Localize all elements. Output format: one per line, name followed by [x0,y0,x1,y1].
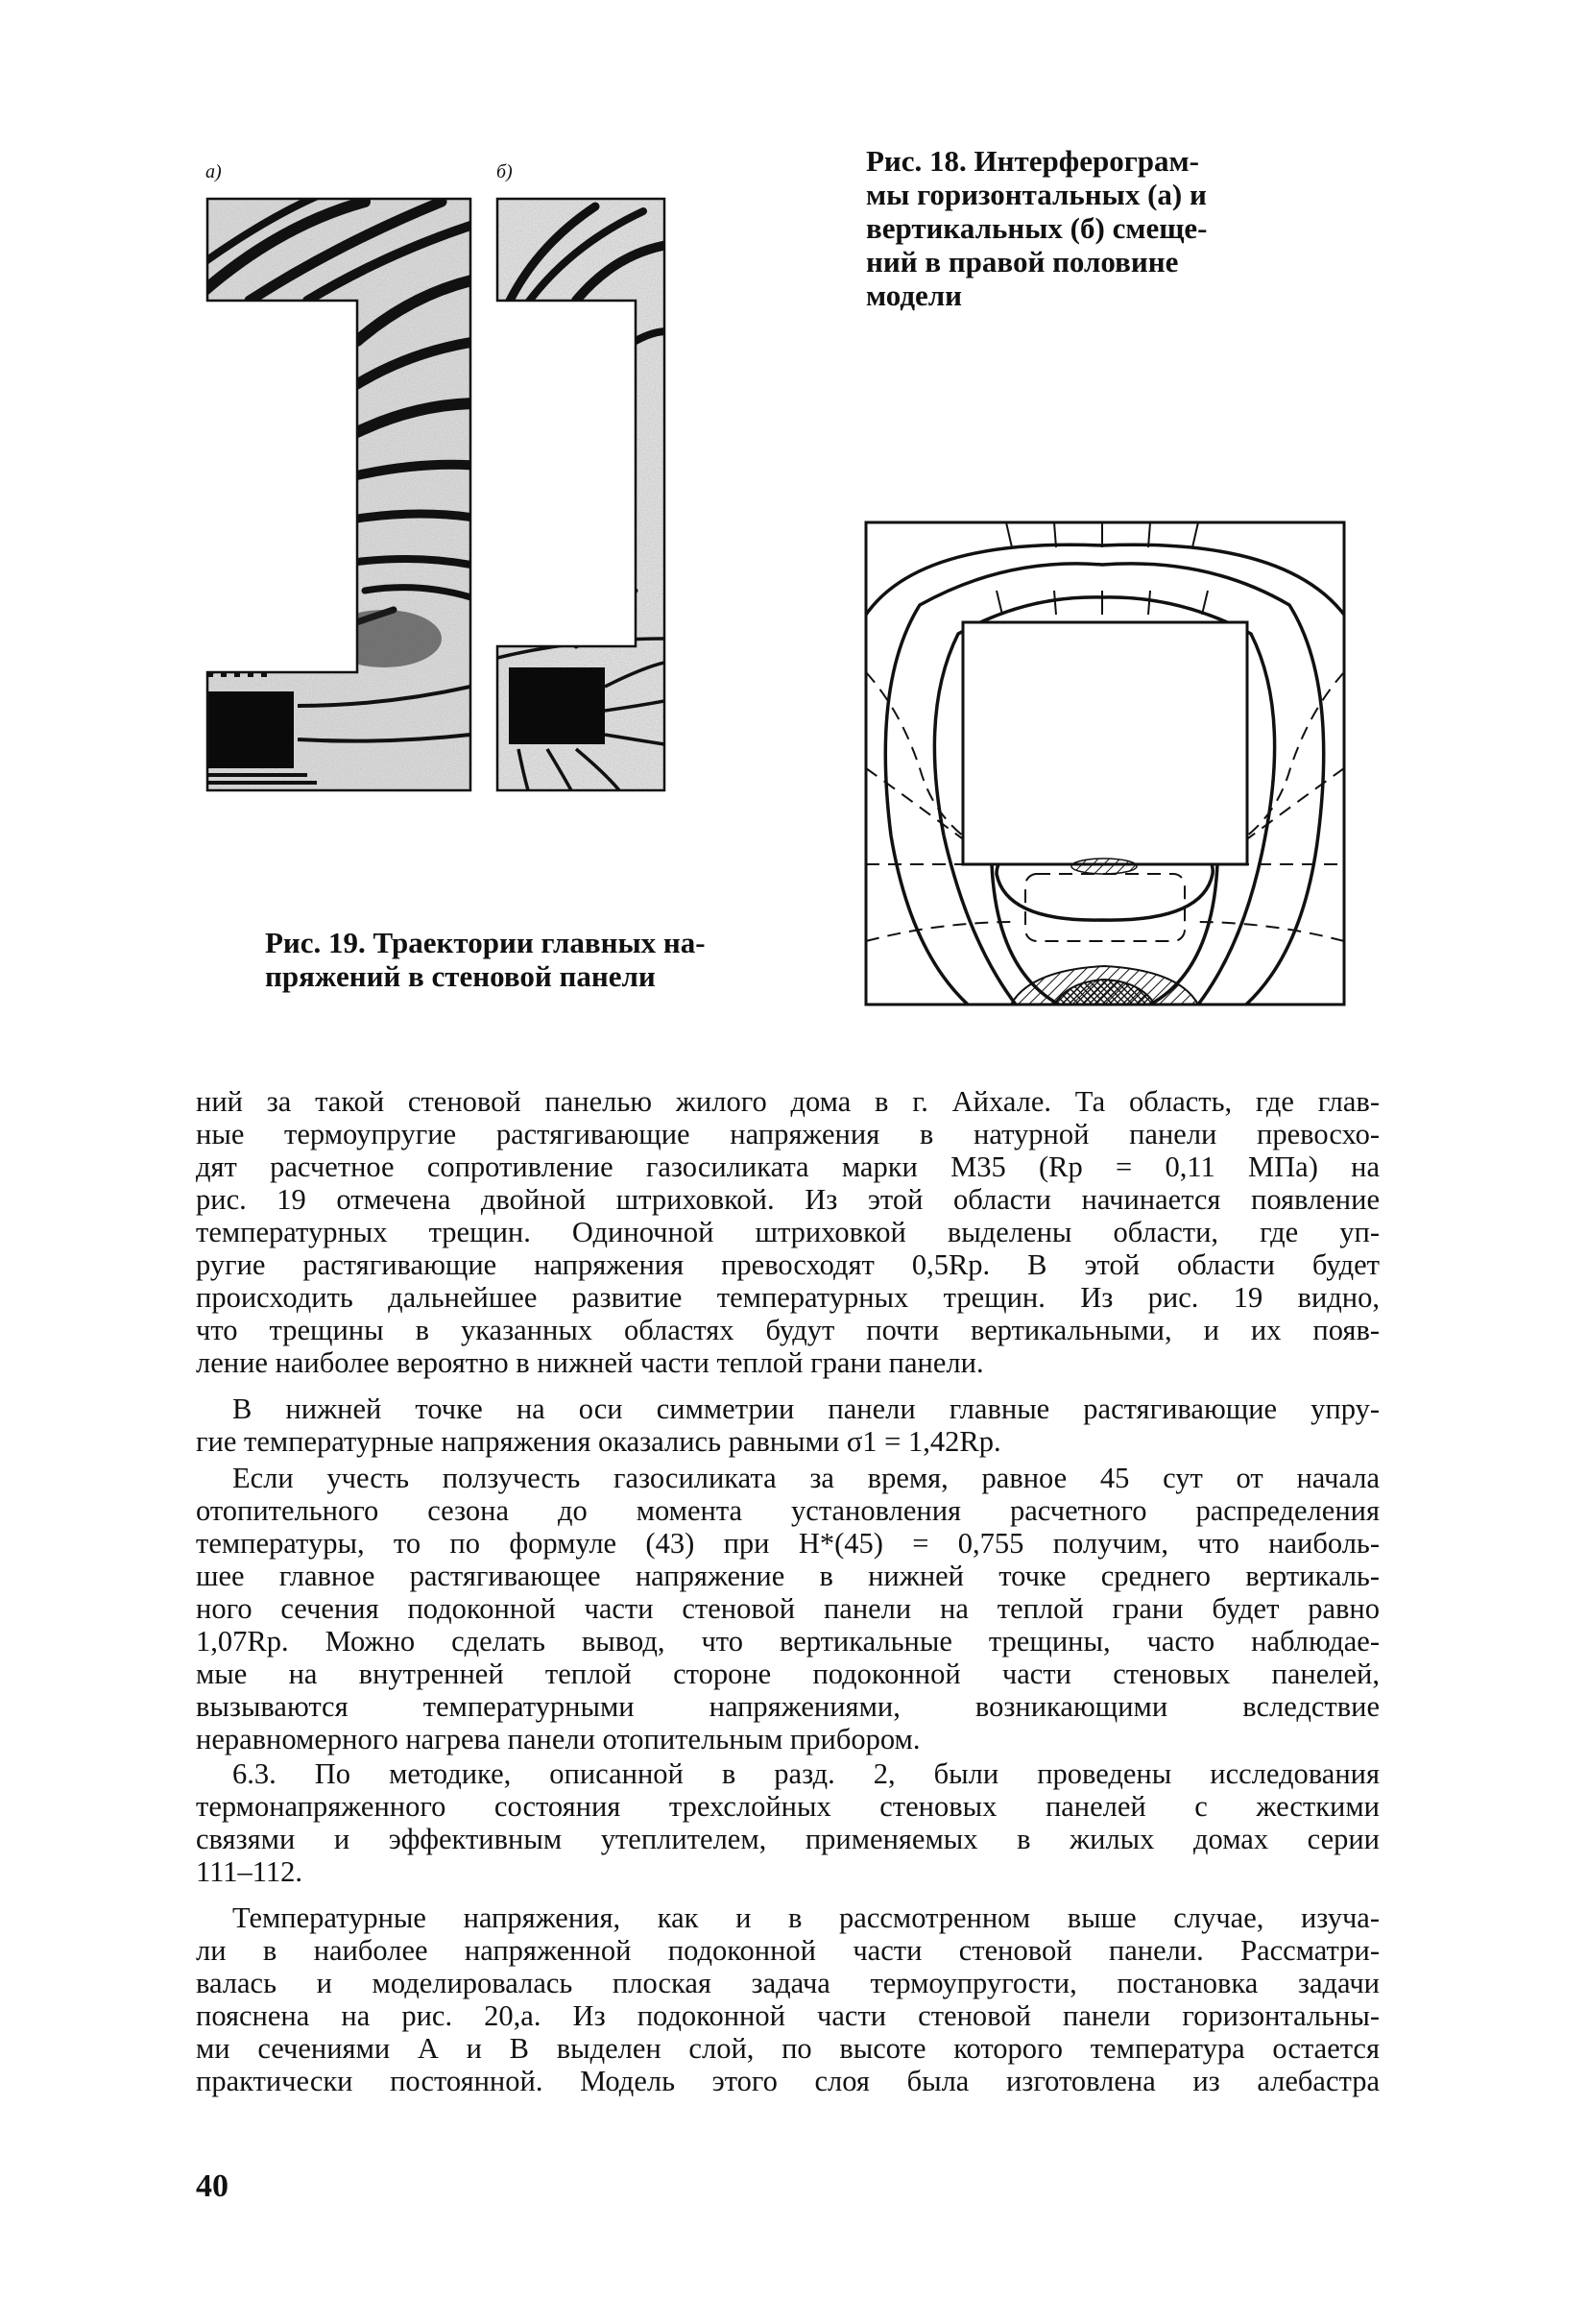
page-number: 40 [196,2168,228,2204]
fig18-caption-line: модели [866,278,963,312]
fig19-caption-line: пряжений в стеновой панели [265,959,656,993]
figure-18-caption [866,144,1288,312]
panel-a-label: а) [205,161,222,182]
body-line: термонапряженного состояния трехслойных стеновых панелей с жесткими [196,1790,1380,1823]
fig18-caption-line: ний в правой половине [866,245,1179,278]
body-line: ний за такой стеновой панелью жилого дома в г. Айхале. Та область, где глав- [196,1085,1380,1118]
body-line: ные термоупругие растягивающие напряжения в натурной панели превосхо- [196,1118,1380,1150]
body-line: температуры, то по формуле (43) при H*(45) = 0,755 получим, что наиболь- [196,1527,1380,1560]
interferogram-panel-b [480,187,672,811]
body-line: рис. 19 отмечена двойной штриховкой. Из этой области начинается появление [196,1183,1380,1216]
body-line: валась и моделировалась плоская задача термоупругости, постановка задачи [196,1967,1380,1999]
body-line: практически постоянной. Модель этого слоя была изготовлена из алебастра [196,2065,1380,2097]
body-line: связями и эффективным утеплителем, применяемых в жилых домах серии [196,1823,1380,1855]
fig18-caption-line: Рис. 18. Интерферограм- [866,144,1199,178]
body-line: Температурные напряжения, как и в рассмотренном выше случае, изуча- [232,1901,1380,1934]
body-line: что трещины в указанных областях будут почти вертикальными, и их появ- [196,1314,1380,1346]
body-line: ление наиболее вероятно в нижней части теплой грани панели. [196,1346,984,1379]
body-line: Если учесть ползучесть газосиликата за время, равное 45 сут от начала [232,1462,1380,1494]
fig18-caption-line: вертикальных (б) смеще- [866,211,1208,245]
body-line: ли в наиболее напряженной подоконной части стеновой панели. Рассматри- [196,1934,1380,1967]
body-line: 1,07Rр. Можно сделать вывод, что вертикальные трещины, часто наблюдае- [196,1625,1380,1658]
body-line: В нижней точке на оси симметрии панели главные растягивающие упру- [232,1392,1380,1425]
body-line: температурных трещин. Одиночной штриховкой выделены области, где уп- [196,1216,1380,1248]
body-line: мые на внутренней теплой стороне подоконной части стеновых панелей, [196,1658,1380,1690]
interferogram-panel-a [192,187,480,811]
body-line: неравномерного нагрева панели отопительным прибором. [196,1723,921,1755]
body-line: 111–112. [196,1855,302,1888]
body-line: дят расчетное сопротивление газосиликата марки М35 (Rр = 0,11 МПа) на [196,1150,1380,1183]
figure-19-caption [265,926,841,993]
interferogram-figure [192,187,691,811]
body-line: отопительного сезона до момента установления расчетного распределения [196,1494,1380,1527]
body-line: ного сечения подоконной части стеновой панели на теплой грани будет равно [196,1592,1380,1625]
panel-b-label: б) [496,161,513,182]
body-line: ругие растягивающие напряжения превосходят 0,5Rр. В этой области будет [196,1248,1380,1281]
body-line: ми сечениями А и В выделен слой, по высоте которого температура остается [196,2032,1380,2065]
fig19-caption-line: Рис. 19. Траектории главных на- [265,926,706,959]
body-line: вызываются температурными напряжениями, возникающими вследствие [196,1690,1380,1723]
stress-trajectory-figure [862,519,1350,1010]
body-line: происходить дальнейшее развитие температурных трещин. Из рис. 19 видно, [196,1281,1380,1314]
fig18-caption-line: мы горизонтальных (а) и [866,178,1207,211]
body-line: шее главное растягивающее напряжение в нижней точке среднего вертикаль- [196,1560,1380,1592]
body-line: 6.3. По методике, описанной в разд. 2, были проведены исследования [232,1757,1380,1790]
body-line: гие температурные напряжения оказались равными σ1 = 1,42Rр. [196,1425,1001,1458]
body-line: пояснена на рис. 20,а. Из подоконной части стеновой панели горизонтальны- [196,1999,1380,2032]
